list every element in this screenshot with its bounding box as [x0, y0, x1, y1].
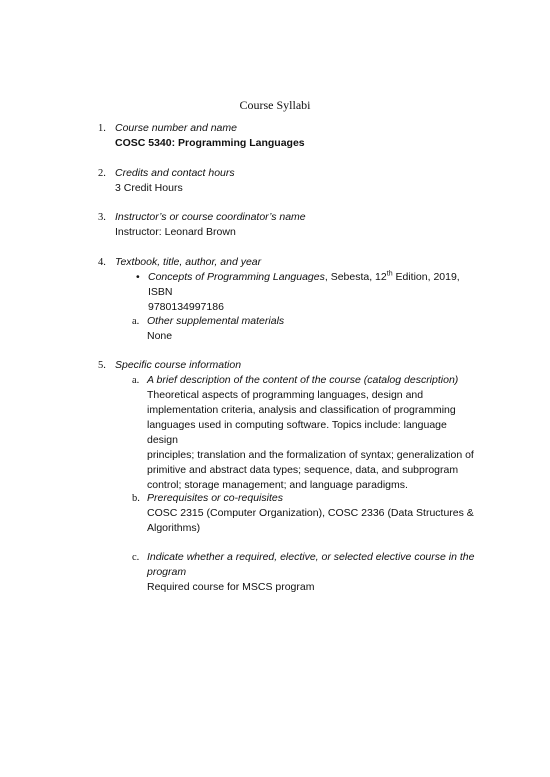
section-number: 4. [98, 257, 106, 268]
prerequisite-line: Algorithms) [147, 522, 201, 534]
subsection-label: b. [132, 493, 140, 504]
book-details: , Sebesta, 12 [324, 271, 387, 283]
description-line: control; storage management; and language paradigms. [147, 479, 408, 491]
bullet-icon: • [136, 271, 140, 283]
section-heading: Instructor’s or course coordinator’s name [115, 211, 306, 223]
subsection-heading: Other supplemental materials [147, 315, 285, 327]
subsection-label: a. [132, 375, 140, 386]
textbook-bullet [133, 270, 478, 315]
section-heading: Specific course information [115, 359, 242, 371]
subsection-label: c. [132, 552, 140, 563]
section-number: 3. [98, 212, 106, 223]
supplemental-materials [132, 314, 477, 344]
description-line: primitive and abstract data types; sequence, data, and subprogram [147, 464, 459, 476]
book-isbn: 9780134997186 [148, 301, 224, 313]
section-heading: Course number and name [115, 122, 237, 134]
subsection-heading: Indicate whether a required, elective, or selected elective course in the [147, 551, 475, 563]
book-title: Concepts of Programming Languages [148, 271, 325, 283]
prerequisite-line: COSC 2315 (Computer Organization), COSC 2336 (Data Structures & [147, 507, 474, 519]
edition-superscript: th [386, 270, 393, 278]
section-course-info [98, 358, 478, 373]
section-number: 2. [98, 168, 106, 179]
description-line: Theoretical aspects of programming languages, design and [147, 389, 424, 401]
catalog-description [132, 373, 477, 493]
description-line: languages used in computing software. Topics include: language design [147, 419, 447, 446]
section-course-number [98, 121, 478, 151]
section-number: 5. [98, 360, 106, 371]
course-name: COSC 5340: Programming Languages [115, 137, 305, 149]
prerequisites [132, 491, 477, 536]
section-instructor [98, 210, 478, 240]
section-number: 1. [98, 123, 106, 134]
section-heading: Credits and contact hours [115, 167, 235, 179]
page-title: Course Syllabi [239, 98, 311, 112]
credit-hours: 3 Credit Hours [115, 182, 183, 194]
description-line: implementation criteria, analysis and classification of programming [147, 404, 456, 416]
section-textbook [98, 255, 478, 270]
instructor-name: Instructor: Leonard Brown [115, 226, 236, 238]
subsection-label: a. [132, 316, 140, 327]
requirement-value: Required course for MSCS program [147, 581, 315, 593]
supplemental-value: None [147, 330, 173, 342]
book-details-suffix: Edition, 2019, ISBN [148, 271, 460, 298]
subsection-heading: A brief description of the content of the course (catalog description) [147, 374, 459, 386]
description-line: principles; translation and the formalization of syntax; generalization of [147, 449, 474, 461]
section-credits [98, 166, 478, 196]
subsection-heading: Prerequisites or co-requisites [147, 492, 283, 504]
course-requirement [132, 550, 477, 595]
subsection-heading: program [147, 566, 187, 578]
section-heading: Textbook, title, author, and year [115, 256, 262, 268]
